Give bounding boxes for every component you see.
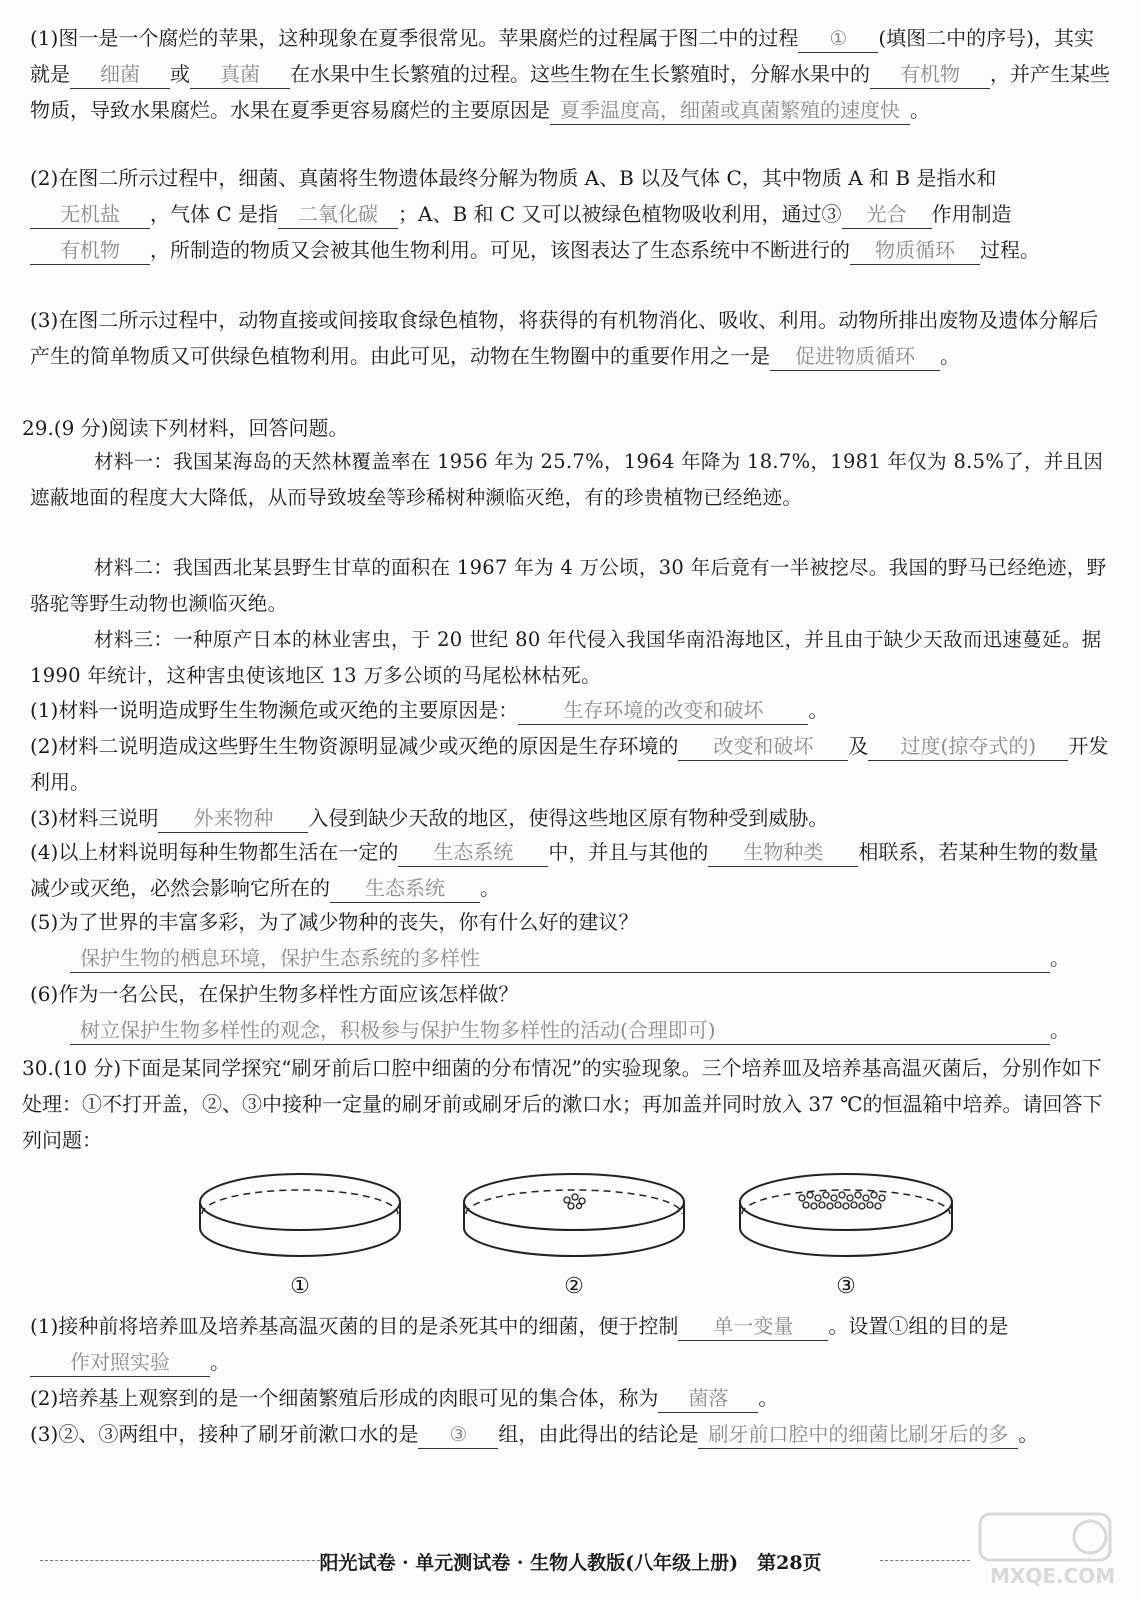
answer-blank: 有机物 — [870, 60, 990, 89]
answer-blank: 无机盐 — [30, 200, 150, 229]
q29-sub4: (4)以上材料说明每种生物都生活在一定的 生态系统 中，并且与其他的 生物种类 相联系，若某种生物的数量减少或灭绝，必然会影响它所在的 生态系统 。 — [30, 834, 1110, 906]
q30-sub3: (3)②、③两组中，接种了刷牙前漱口水的是 ③ 组，由此得出的结论是 刷牙前口腔中的细菌比刷牙后的多 。 — [30, 1416, 1110, 1452]
answer-blank: ① — [798, 24, 878, 53]
q30-sub1: (1)接种前将培养皿及培养基高温灭菌的目的是杀死其中的细菌，便于控制 单一变量 。设置①组的目的是作对照实验 。 — [30, 1308, 1110, 1380]
petri-dish-3 — [740, 1174, 952, 1256]
answer-blank: 作对照实验 — [30, 1348, 210, 1377]
petri-dish-2 — [464, 1174, 684, 1256]
watermark-text: MXQE.COM — [990, 1564, 1116, 1588]
bacterial-colony-large — [799, 1192, 885, 1209]
answer-blank: 夏季温度高，细菌或真菌繁殖的速度快 — [550, 96, 910, 125]
answer-blank: 真菌 — [190, 60, 290, 89]
dish-label-3: ③ — [836, 1274, 856, 1299]
q29-material-3: 材料三：一种原产日本的林业害虫，于 20 世纪 80 年代侵入我国华南沿海地区，并且由于缺少天敌而迅速蔓延。据 1990 年统计，这种害虫使该地区 13 万多公顷的马尾松林枯死。 — [30, 628, 1102, 687]
answer-blank: 刷牙前口腔中的细菌比刷牙后的多 — [698, 1420, 1018, 1449]
q30-heading: 30.(10 分)下面是某同学探究“刷牙前后口腔中细菌的分布情况”的实验现象。三个培养皿及培养基高温灭菌后，分别作如下处理：①不打开盖，②、③中接种一定量的刷牙前或刷牙后的漱口水；再加盖并同时放入 37 ℃的恒温箱中培养。请回答下列问题： — [22, 1056, 1103, 1152]
q29-material-2: 材料二：我国西北某县野生甘草的面积在 1967 年为 4 万公顷，30 年后竟有一半被挖尽。我国的野马已经绝迹，野骆驼等野生动物也濒临灭绝。 — [30, 556, 1107, 615]
q29-material-1: 材料一：我国某海岛的天然林覆盖率在 1956 年为 25.7%，1964 年降为 18.7%，1981 年仅为 8.5%了，并且因遮蔽地面的程度大大降低，从而导致坡垒等珍稀树种濒临灭绝，有的珍贵植物已经绝迹。 — [30, 450, 1104, 509]
petri-dishes-svg — [190, 1170, 970, 1270]
answer-blank: 单一变量 — [678, 1312, 828, 1341]
answer-blank: 生态系统 — [398, 838, 548, 867]
q28-part3: (3)在图二所示过程中，动物直接或间接取食绿色植物，将获得的有机物消化、吸收、利用。动物所排出废物及遗体分解后产生的简单物质又可供绿色植物利用。由此可见，动物在生物圈中的重要作用之一是 促进物质循环 。 — [30, 302, 1110, 374]
answer-blank: 有机物 — [30, 236, 150, 265]
petri-dish-1 — [200, 1174, 400, 1256]
answer-blank: 外来物种 — [158, 804, 308, 833]
petri-dish-figure — [190, 1170, 970, 1300]
answer-blank: 保护生物的栖息环境，保护生态系统的多样性 — [70, 944, 1050, 973]
answer-blank: 改变和破坏 — [678, 732, 848, 761]
q30-sub2: (2)培养基上观察到的是一个细菌繁殖后形成的肉眼可见的集合体，称为 菌落 。 — [30, 1380, 1110, 1416]
bacterial-colony-small — [564, 1194, 585, 1209]
answer-blank: 过度(掠夺式的) — [868, 732, 1068, 761]
answer-blank: 菌落 — [658, 1384, 758, 1413]
q28-part1: (1)图一是一个腐烂的苹果，这种现象在夏季很常见。苹果腐烂的过程属于图二中的过程 ① (填图二中的序号)，其实就是 细菌 或 真菌 在水果中生长繁殖的过程。这些生物在生长繁殖时，分解水果中的 有机物 ，并产生某些物质，导致水果腐烂。水果在夏季更容易腐烂的主要原因是 夏季温度高，细菌或真菌繁殖的速度快 。 — [30, 20, 1110, 128]
answer-blank: 光合 — [842, 200, 932, 229]
answer-blank: 生态系统 — [330, 874, 480, 903]
q29-sub6: (6)作为一名公民，在保护生物多样性方面应该怎样做？ 树立保护生物多样性的观念，积极参与保护生物多样性的活动(合理即可) 。 — [30, 976, 1110, 1048]
q29-sub3: (3)材料三说明 外来物种 入侵到缺少天敌的地区，使得这些地区原有物种受到威胁。 — [30, 800, 1110, 836]
q29-sub1: (1)材料一说明造成野生生物濒危或灭绝的主要原因是： 生存环境的改变和破坏 。 — [30, 692, 1110, 728]
answer-blank: 二氧化碳 — [278, 200, 398, 229]
answer-blank: 生存环境的改变和破坏 — [518, 696, 808, 725]
page-footer: 阳光试卷 · 单元测试卷 · 生物人教版(八年级上册) 第28页 — [319, 1552, 822, 1574]
watermark-logo — [960, 1510, 1130, 1590]
dish-label-1: ① — [290, 1274, 310, 1299]
q29-sub2: (2)材料二说明造成这些野生生物资源明显减少或灭绝的原因是生存环境的 改变和破坏 及 过度(掠夺式的) 开发利用。 — [30, 734, 1109, 794]
q28-part2: (2)在图二所示过程中，细菌、真菌将生物遗体最终分解为物质 A、B 以及气体 C，其中物质 A 和 B 是指水和无机盐 ，气体 C 是指 二氧化碳 ；A、B 和 C 又可以被绿色植物吸收利用，通过③ 光合 作用制造有机物 ，所制造的物质又会被其他生物利用。可见，该图表达了生态系统中不断进行的 物质循环 过程。 — [30, 160, 1110, 268]
footer-rule-right — [880, 1560, 970, 1561]
dish-label-2: ② — [564, 1274, 584, 1299]
answer-blank: 物质循环 — [850, 236, 980, 265]
answer-blank: 生物种类 — [708, 838, 858, 867]
q29-sub5: (5)为了世界的丰富多彩，为了减少物种的丧失，你有什么好的建议？ 保护生物的栖息环境，保护生态系统的多样性 。 — [30, 904, 1110, 976]
answer-blank: 细菌 — [70, 60, 170, 89]
answer-blank: 促进物质循环 — [770, 342, 940, 371]
answer-blank: 树立保护生物多样性的观念，积极参与保护生物多样性的活动(合理即可) — [70, 1016, 1050, 1045]
q29-heading: 29.(9 分)阅读下列材料，回答问题。 — [22, 416, 349, 440]
answer-blank: ③ — [418, 1420, 498, 1449]
